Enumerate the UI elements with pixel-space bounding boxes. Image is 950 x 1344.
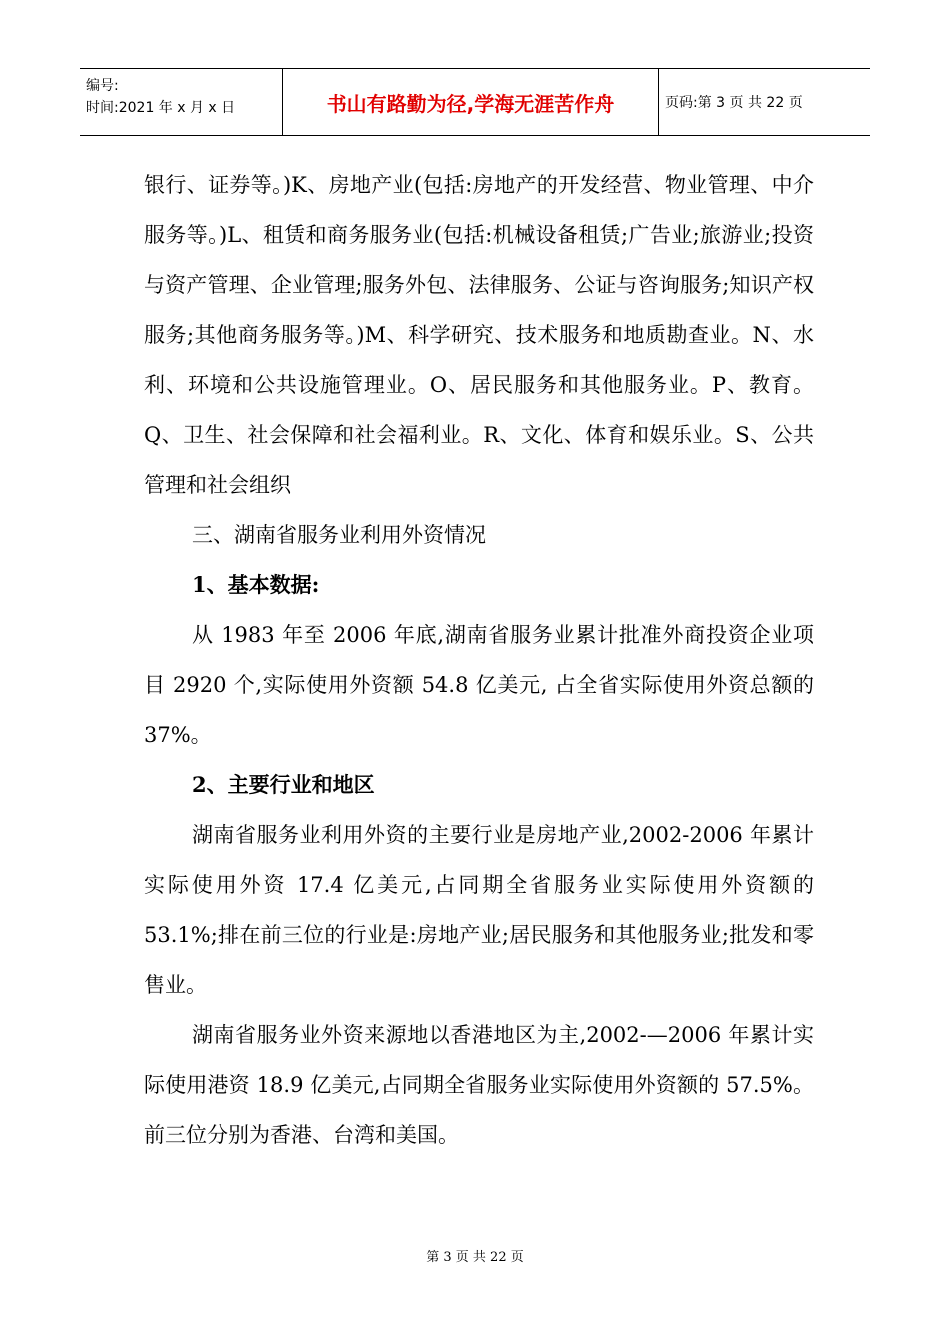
page-header xyxy=(80,68,870,136)
header-meta xyxy=(80,69,282,135)
subsection-heading-industries-regions: 2、主要行业和地区 xyxy=(192,772,375,797)
document-body xyxy=(144,160,814,1160)
document-number-label: 编号: xyxy=(86,78,119,94)
page-footer: 第 3 页 共 22 页 xyxy=(426,1250,524,1265)
header-page-number: 页码:第 3 页 共 22 页 xyxy=(665,95,803,111)
header-motto: 书山有路勤为径,学海无涯苦作舟 xyxy=(282,69,659,135)
subsection-heading-basic-data: 1、基本数据: xyxy=(192,572,320,597)
document-date-label: 时间:2021 年 x 月 x 日 xyxy=(86,100,236,116)
regions-paragraph: 湖南省服务业外资来源地以香港地区为主,2002-—2006 年累计实际使用港资 18.9 亿美元,占同期全省服务业实际使用外资额的 57.5%。前三位分别为香港、台湾和美国。 xyxy=(144,1023,814,1147)
industries-paragraph: 湖南省服务业利用外资的主要行业是房地产业,2002-2006 年累计实际使用外资 17.4 亿美元,占同期全省服务业实际使用外资额的 53.1%;排在前三位的行业是:房地产业;居民服务和其他服务业;批发和零售业。 xyxy=(144,823,814,997)
basic-data-paragraph: 从 1983 年至 2006 年底,湖南省服务业累计批准外商投资企业项目 2920 个,实际使用外资额 54.8 亿美元, 占全省实际使用外资总额的 37%。 xyxy=(144,623,814,747)
industry-list-paragraph: 银行、证券等。)K、房地产业(包括:房地产的开发经营、物业管理、中介服务等。)L、租赁和商务服务业(包括:机械设备租赁;广告业;旅游业;投资与资产管理、企业管理;服务外包、法律服务、公证与咨询服务;知识产权服务;其他商务服务等。)M、科学研究、技术服务和地质勘查业。N、水利、环境和公共设施管理业。O、居民服务和其他服务业。P、教育。Q、卫生、社会保障和社会福利业。R、文化、体育和娱乐业。S、公共管理和社会组织 xyxy=(144,173,814,497)
section-heading: 三、湖南省服务业利用外资情况 xyxy=(192,523,486,547)
